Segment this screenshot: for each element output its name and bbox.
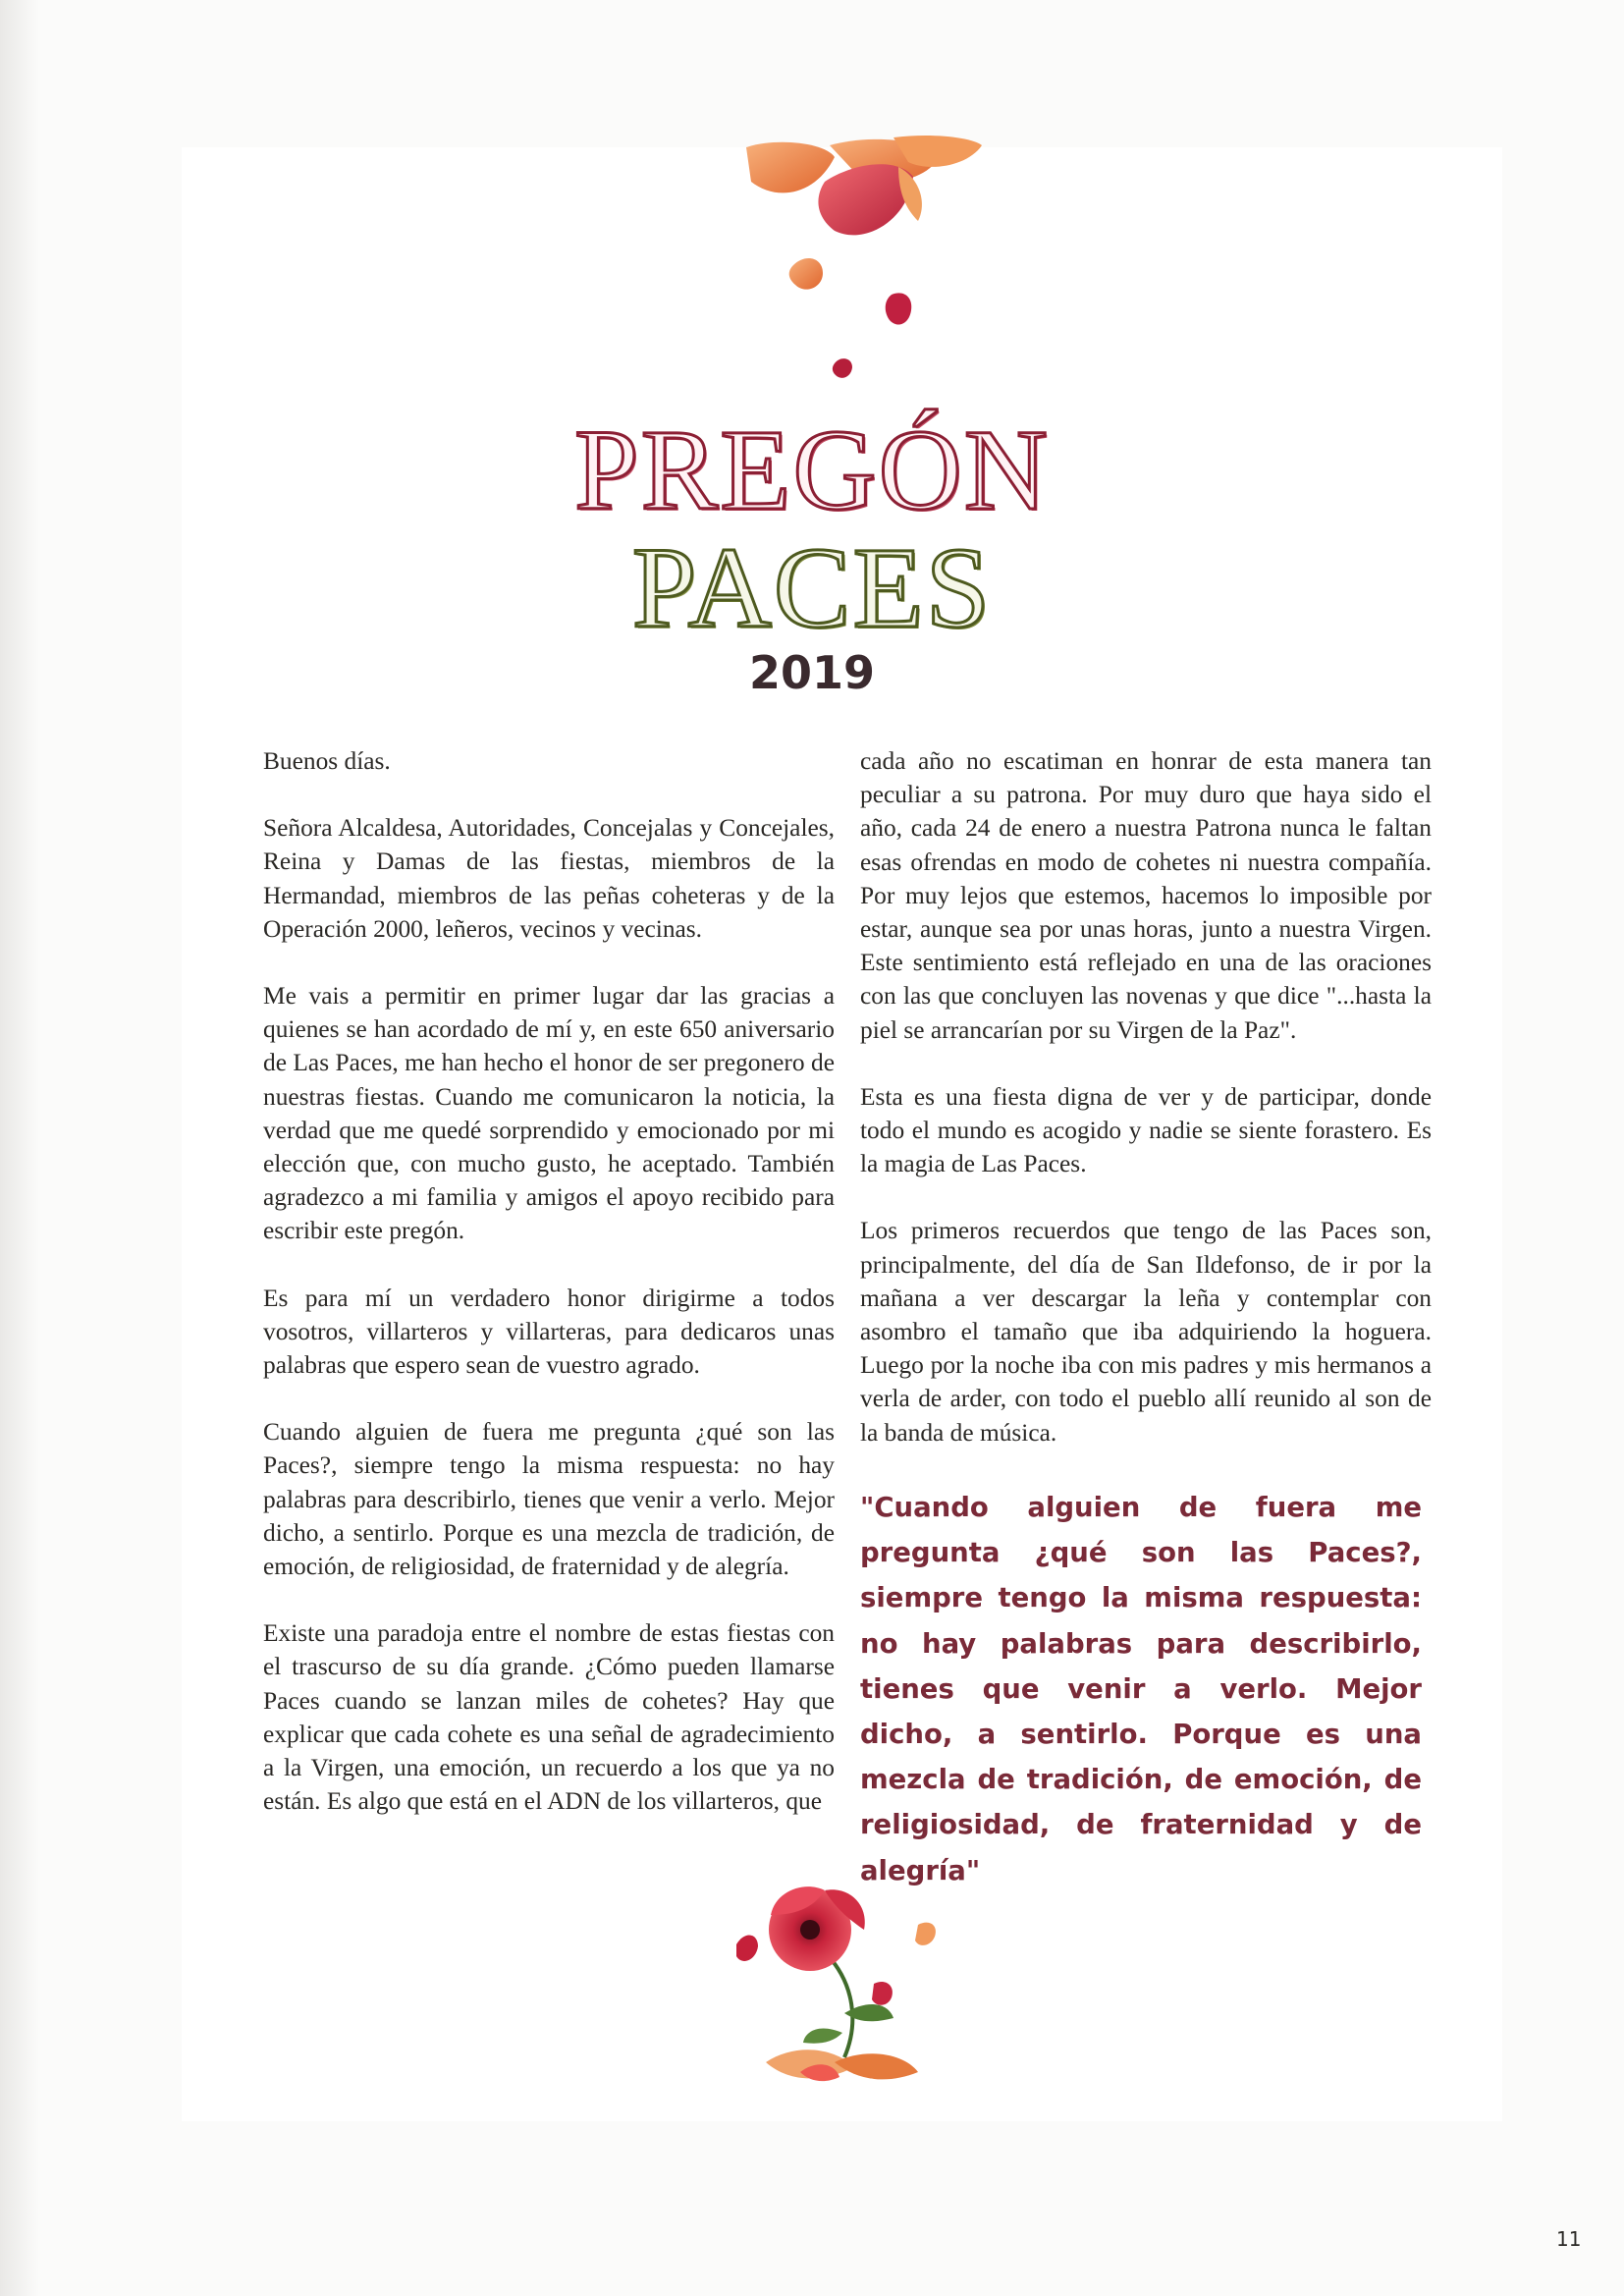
paragraph: Señora Alcaldesa, Autoridades, Concejalas y Concejales, Reina y Damas de las fiestas, miembros de la Hermandad, miembros de las peñas coheteras y de la Operación 2000, leñeros, vecinos y vecinas. — [263, 814, 835, 943]
page-left-edge-shadow — [0, 0, 39, 2296]
paragraph: cada año no escatiman en honrar de esta manera tan peculiar a su patrona. Por muy duro que haya sido el año, cada 24 de enero a nuestra Patrona nunca le faltan esas ofrendas en modo de cohetes ni nuestra compañía. Por muy lejos que estemos, hacemos lo imposible por estar, aunque sea por unas horas, junto a nuestra Virgen. Este sentimiento está reflejado en una de las oraciones con las que concluyen las novenas y que dice "...hasta la piel se arrancarían por su Virgen de la Paz". — [860, 747, 1432, 1044]
title-year: 2019 — [748, 646, 876, 699]
title-pregon: PREGÓN — [573, 406, 1051, 534]
paragraph: Buenos días. — [263, 747, 391, 775]
falling-petals-illustration — [717, 128, 992, 393]
paragraph: Me vais a permitir en primer lugar dar las gracias a quienes se han acordado de mí y, en este 650 aniversario de Las Paces, me han hecho el honor de ser pregonero de nuestras fiestas. Cuando me comunicaron la noticia, la verdad que me quedé sorprendido y emocionado por mi elección que, con mucho gusto, he aceptado. También agradezco a mi familia y amigos el apoyo recibido para escribir este pregón. — [263, 982, 835, 1245]
poppy-flower-illustration — [707, 1876, 962, 2102]
paragraph: Esta es una fiesta digna de ver y de participar, donde todo el mundo es acogido y nadie se siente forastero. Es la magia de Las Paces. — [860, 1082, 1432, 1178]
paragraph: Los primeros recuerdos que tengo de las Paces son, principalmente, del día de San Ildefonso, de ir por la mañana a ver descargar la leña y contemplar con asombro el tamaño que iba adquiriendo la hoguera. Luego por la noche iba con mis padres y mis hermanos a verla de arder, con todo el pueblo allí reunido al son de la banda de música. — [860, 1217, 1432, 1447]
right-column — [860, 744, 1432, 1449]
left-column — [263, 744, 835, 1818]
title-paces: PACES — [631, 523, 993, 652]
page-number: 11 — [1556, 2227, 1582, 2251]
paragraph: Es para mí un verdadero honor dirigirme a todos vosotros, villarteros y villarteras, para dedicaros unas palabras que espero sean de vuestro agrado. — [263, 1284, 835, 1380]
pull-quote: "Cuando alguien de fuera me pregunta ¿qué son las Paces?, siempre tengo la misma respuesta: no hay palabras para describirlo, tienes que venir a verlo. Mejor dicho, a sentirlo. Porque es una mezcla de tradición, de emoción, de religiosidad, de fraternidad y de alegría" — [860, 1492, 1422, 1886]
paragraph: Existe una paradoja entre el nombre de estas fiestas con el trascurso de su día grande. ¿Cómo pueden llamarse Paces cuando se lanzan miles de cohetes? Hay que explicar que cada cohete es una señal de agradecimiento a la Virgen, una emoción, un recuerdo a los que ya no están. Es algo que está en el ADN de los villarteros, que — [263, 1619, 835, 1816]
paragraph: Cuando alguien de fuera me pregunta ¿qué son las Paces?, siempre tengo la misma respuesta: no hay palabras para describirlo, tienes que venir a verlo. Mejor dicho, a sentirlo. Porque es una mezcla de tradición, de emoción, de religiosidad, de fraternidad y de alegría. — [263, 1418, 835, 1581]
